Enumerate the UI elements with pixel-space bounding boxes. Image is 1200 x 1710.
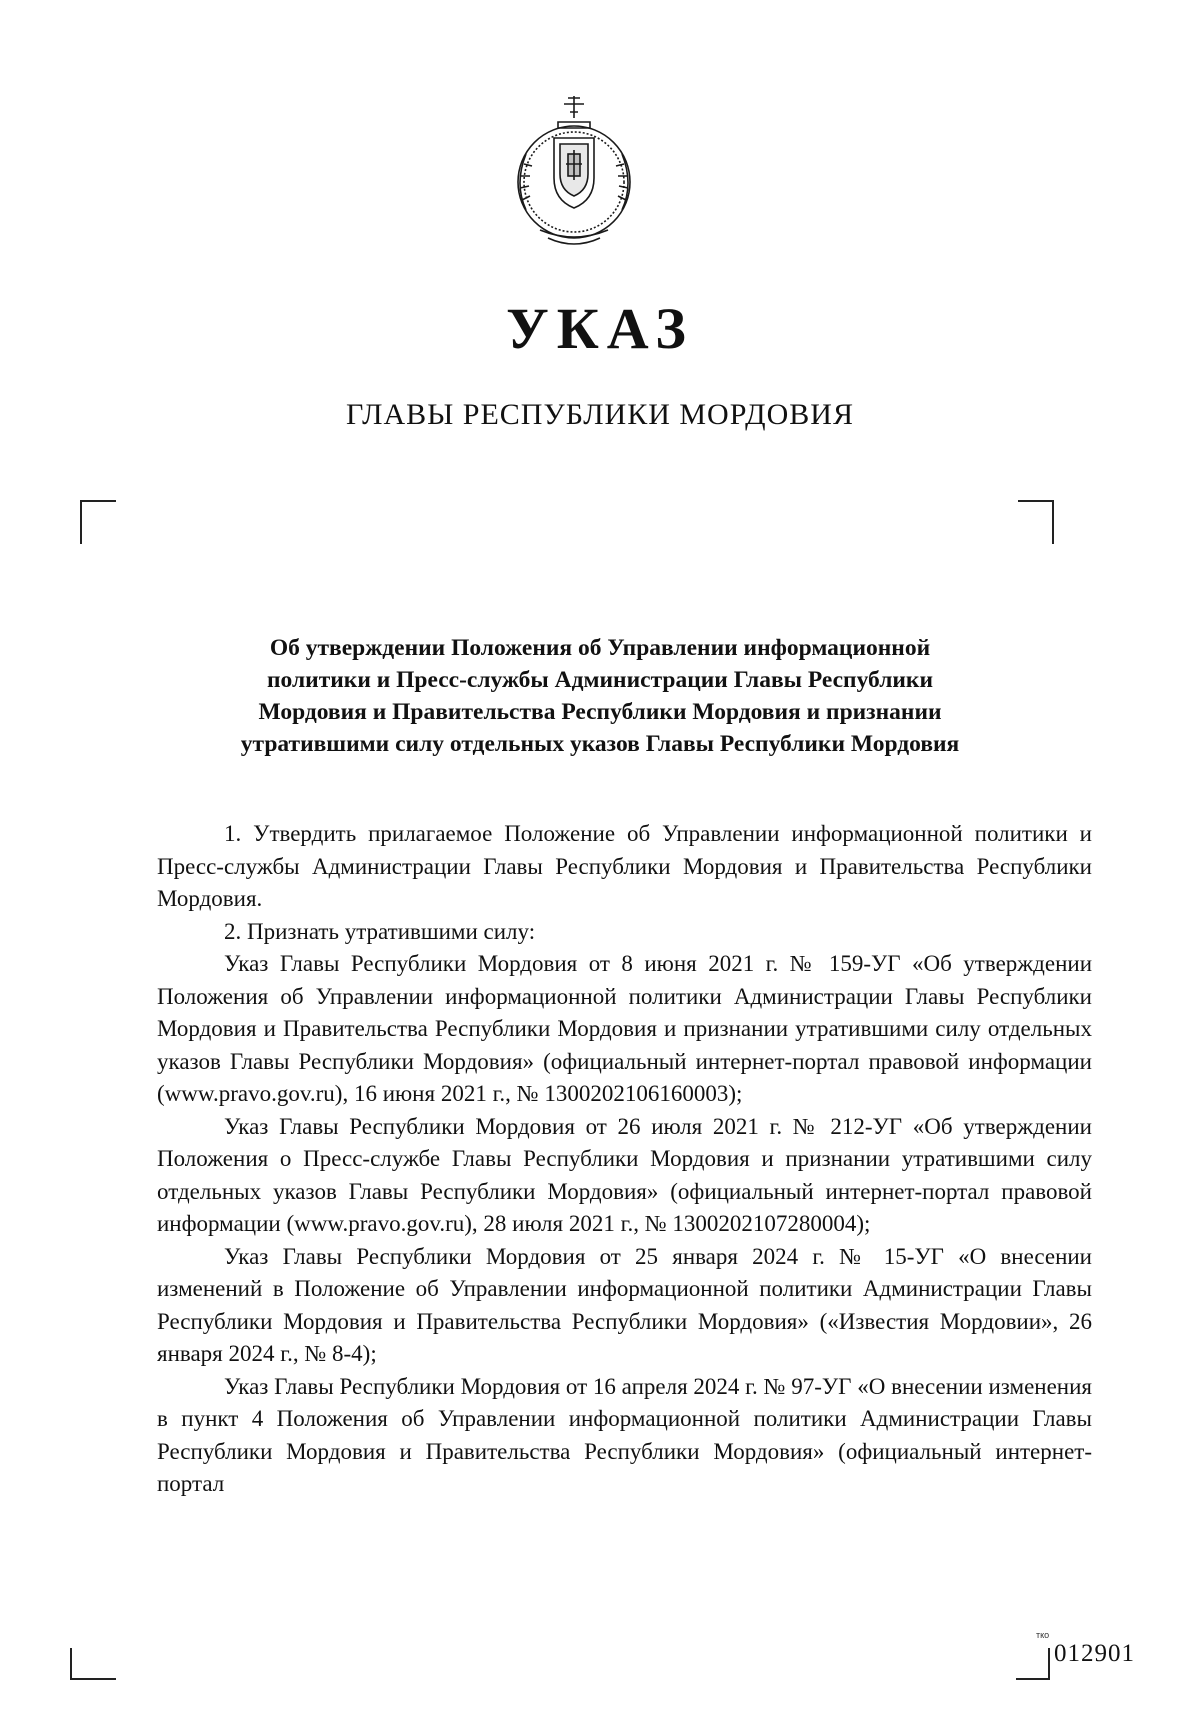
decree-body (157, 818, 1092, 1501)
heading-line: Об утверждении Положения об Управлении информационной (269, 635, 931, 661)
printer-mark: тко (1036, 1630, 1050, 1640)
top-right-corner-mark (1018, 500, 1054, 544)
paragraph-repealed-decree: Указ Главы Республики Мордовия от 25 января 2024 г. № 15-УГ «О внесении изменений в Положение об Управлении информационной политики Администрации Главы Республики Мордовия и Правительства Республики Мордовия» («Известия Мордовии», 26 января 2024 г., № 8-4); (157, 1243, 1092, 1366)
document-issuer: ГЛАВЫ РЕСПУБЛИКИ МОРДОВИЯ (346, 398, 854, 431)
bottom-left-corner-mark (70, 1648, 116, 1680)
heading-line: политики и Пресс-службы Администрации Главы Республики (266, 667, 934, 693)
paragraph-repealed-decree: Указ Главы Республики Мордовия от 26 июля 2021 г. № 212-УГ «Об утверждении Положения о Пресс-службе Главы Республики Мордовия и признании утратившими силу отдельных указов Главы Республики Мордовия» (официальный интернет-портал правовой информации (www.pravo.gov.ru), 28 июля 2021 г., № 1300202107280004); (157, 1113, 1092, 1236)
bottom-right-corner-mark (1016, 1648, 1050, 1680)
document-title: УКАЗ (506, 296, 694, 361)
paragraph-repealed-decree: Указ Главы Республики Мордовия от 16 апреля 2024 г. № 97-УГ «О внесении изменения в пункт 4 Положения об Управлении информационной политики Администрации Главы Республики Мордовия и Правительства Республики Мордовия» (официальный интернет-портал (157, 1373, 1092, 1496)
heading-line: утратившими силу отдельных указов Главы Республики Мордовия (240, 731, 960, 757)
paragraph-repeal-intro: 2. Признать утратившими силу: (224, 918, 536, 944)
paragraph-repealed-decree: Указ Главы Республики Мордовия от 8 июня 2021 г. № 159-УГ «Об утверждении Положения об Управлении информационной политики Администрации Главы Республики Мордовия и Правительства Республики Мордовия и признании утратившими силу отдельных указов Главы Республики Мордовия» (официальный интернет-портал правовой информации (www.pravo.gov.ru), 16 июня 2021 г., № 1300202106160003); (157, 951, 1092, 1106)
form-serial-number: 012901 (1054, 1640, 1135, 1667)
decree-heading (150, 632, 1050, 760)
top-left-corner-mark (80, 500, 116, 544)
coat-of-arms-emblem (500, 92, 648, 250)
heading-line: Мордовия и Правительства Республики Мордовия и признании (258, 699, 942, 725)
paragraph-approve: 1. Утвердить прилагаемое Положение об Управлении информационной политики и Пресс-службы Администрации Главы Республики Мордовия и Правительства Республики Мордовия. (157, 821, 1092, 911)
